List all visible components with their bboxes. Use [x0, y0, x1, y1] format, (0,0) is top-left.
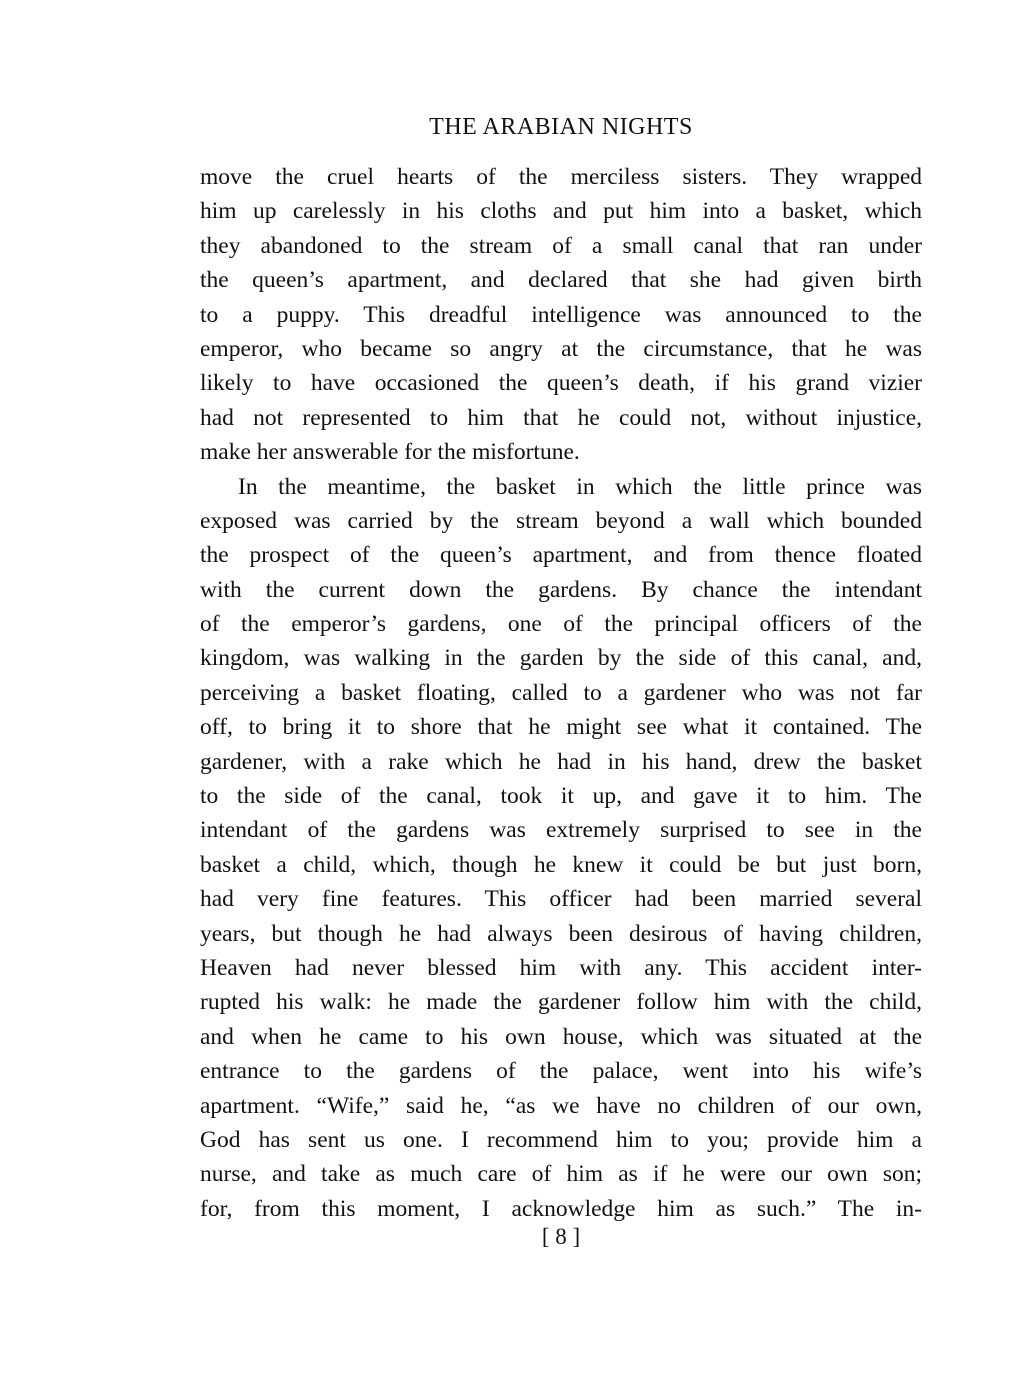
text-line: perceiving a basket floating, called to a gardener who was not far	[200, 679, 922, 706]
text-line: had not represented to him that he could not, without injustice,	[200, 404, 922, 431]
text-line: years, but though he had always been desirous of having children,	[200, 920, 922, 947]
text-line: gardener, with a rake which he had in his hand, drew the basket	[200, 748, 922, 775]
text-line: to the side of the canal, took it up, and gave it to him. The	[200, 783, 922, 810]
text-line: nurse, and take as much care of him as if he were our own son;	[200, 1161, 922, 1188]
text-line: entrance to the gardens of the palace, went into his wife’s	[200, 1058, 922, 1085]
text-line: rupted his walk: he made the gardener follow him with the child,	[200, 989, 922, 1016]
text-line: to a puppy. This dreadful intelligence was announced to the	[200, 301, 922, 328]
text-line: likely to have occasioned the queen’s death, if his grand vizier	[200, 370, 922, 397]
body-text	[200, 160, 922, 1226]
text-line: emperor, who became so angry at the circumstance, that he was	[200, 335, 922, 362]
text-line: and when he came to his own house, which was situated at the	[200, 1023, 922, 1050]
text-line: with the current down the gardens. By chance the intendant	[200, 576, 922, 603]
text-line: In the meantime, the basket in which the little prince was	[238, 473, 922, 500]
text-line: him up carelessly in his cloths and put him into a basket, which	[200, 198, 922, 225]
running-head: THE ARABIAN NIGHTS	[429, 114, 693, 140]
text-line: of the emperor’s gardens, one of the principal officers of the	[200, 611, 922, 638]
text-line: God has sent us one. I recommend him to you; provide him a	[200, 1126, 922, 1153]
text-line: move the cruel hearts of the merciless sisters. They wrapped	[200, 164, 922, 190]
page-number: [ 8 ]	[541, 1224, 581, 1249]
text-line: apartment. “Wife,” said he, “as we have no children of our own,	[200, 1092, 922, 1119]
paragraph	[200, 470, 922, 1227]
text-line: the queen’s apartment, and declared that she had given birth	[200, 267, 922, 294]
text-line: basket a child, which, though he knew it could be but just born,	[200, 851, 922, 878]
text-line: kingdom, was walking in the garden by the side of this canal, and,	[200, 645, 922, 672]
text-line: make her answerable for the misfortune.	[200, 439, 580, 466]
text-line: the prospect of the queen’s apartment, and from thence floated	[200, 542, 922, 569]
text-line: off, to bring it to shore that he might see what it contained. The	[200, 714, 922, 741]
text-line: intendant of the gardens was extremely surprised to see in the	[200, 817, 922, 844]
text-line: they abandoned to the stream of a small canal that ran under	[200, 232, 922, 259]
paragraph	[200, 160, 922, 470]
text-line: exposed was carried by the stream beyond a wall which bounded	[200, 507, 922, 534]
text-line: Heaven had never blessed him with any. This accident inter-	[200, 954, 922, 981]
text-line: had very fine features. This officer had been married several	[200, 886, 922, 913]
text-line: for, from this moment, I acknowledge him as such.” The in-	[200, 1195, 922, 1222]
